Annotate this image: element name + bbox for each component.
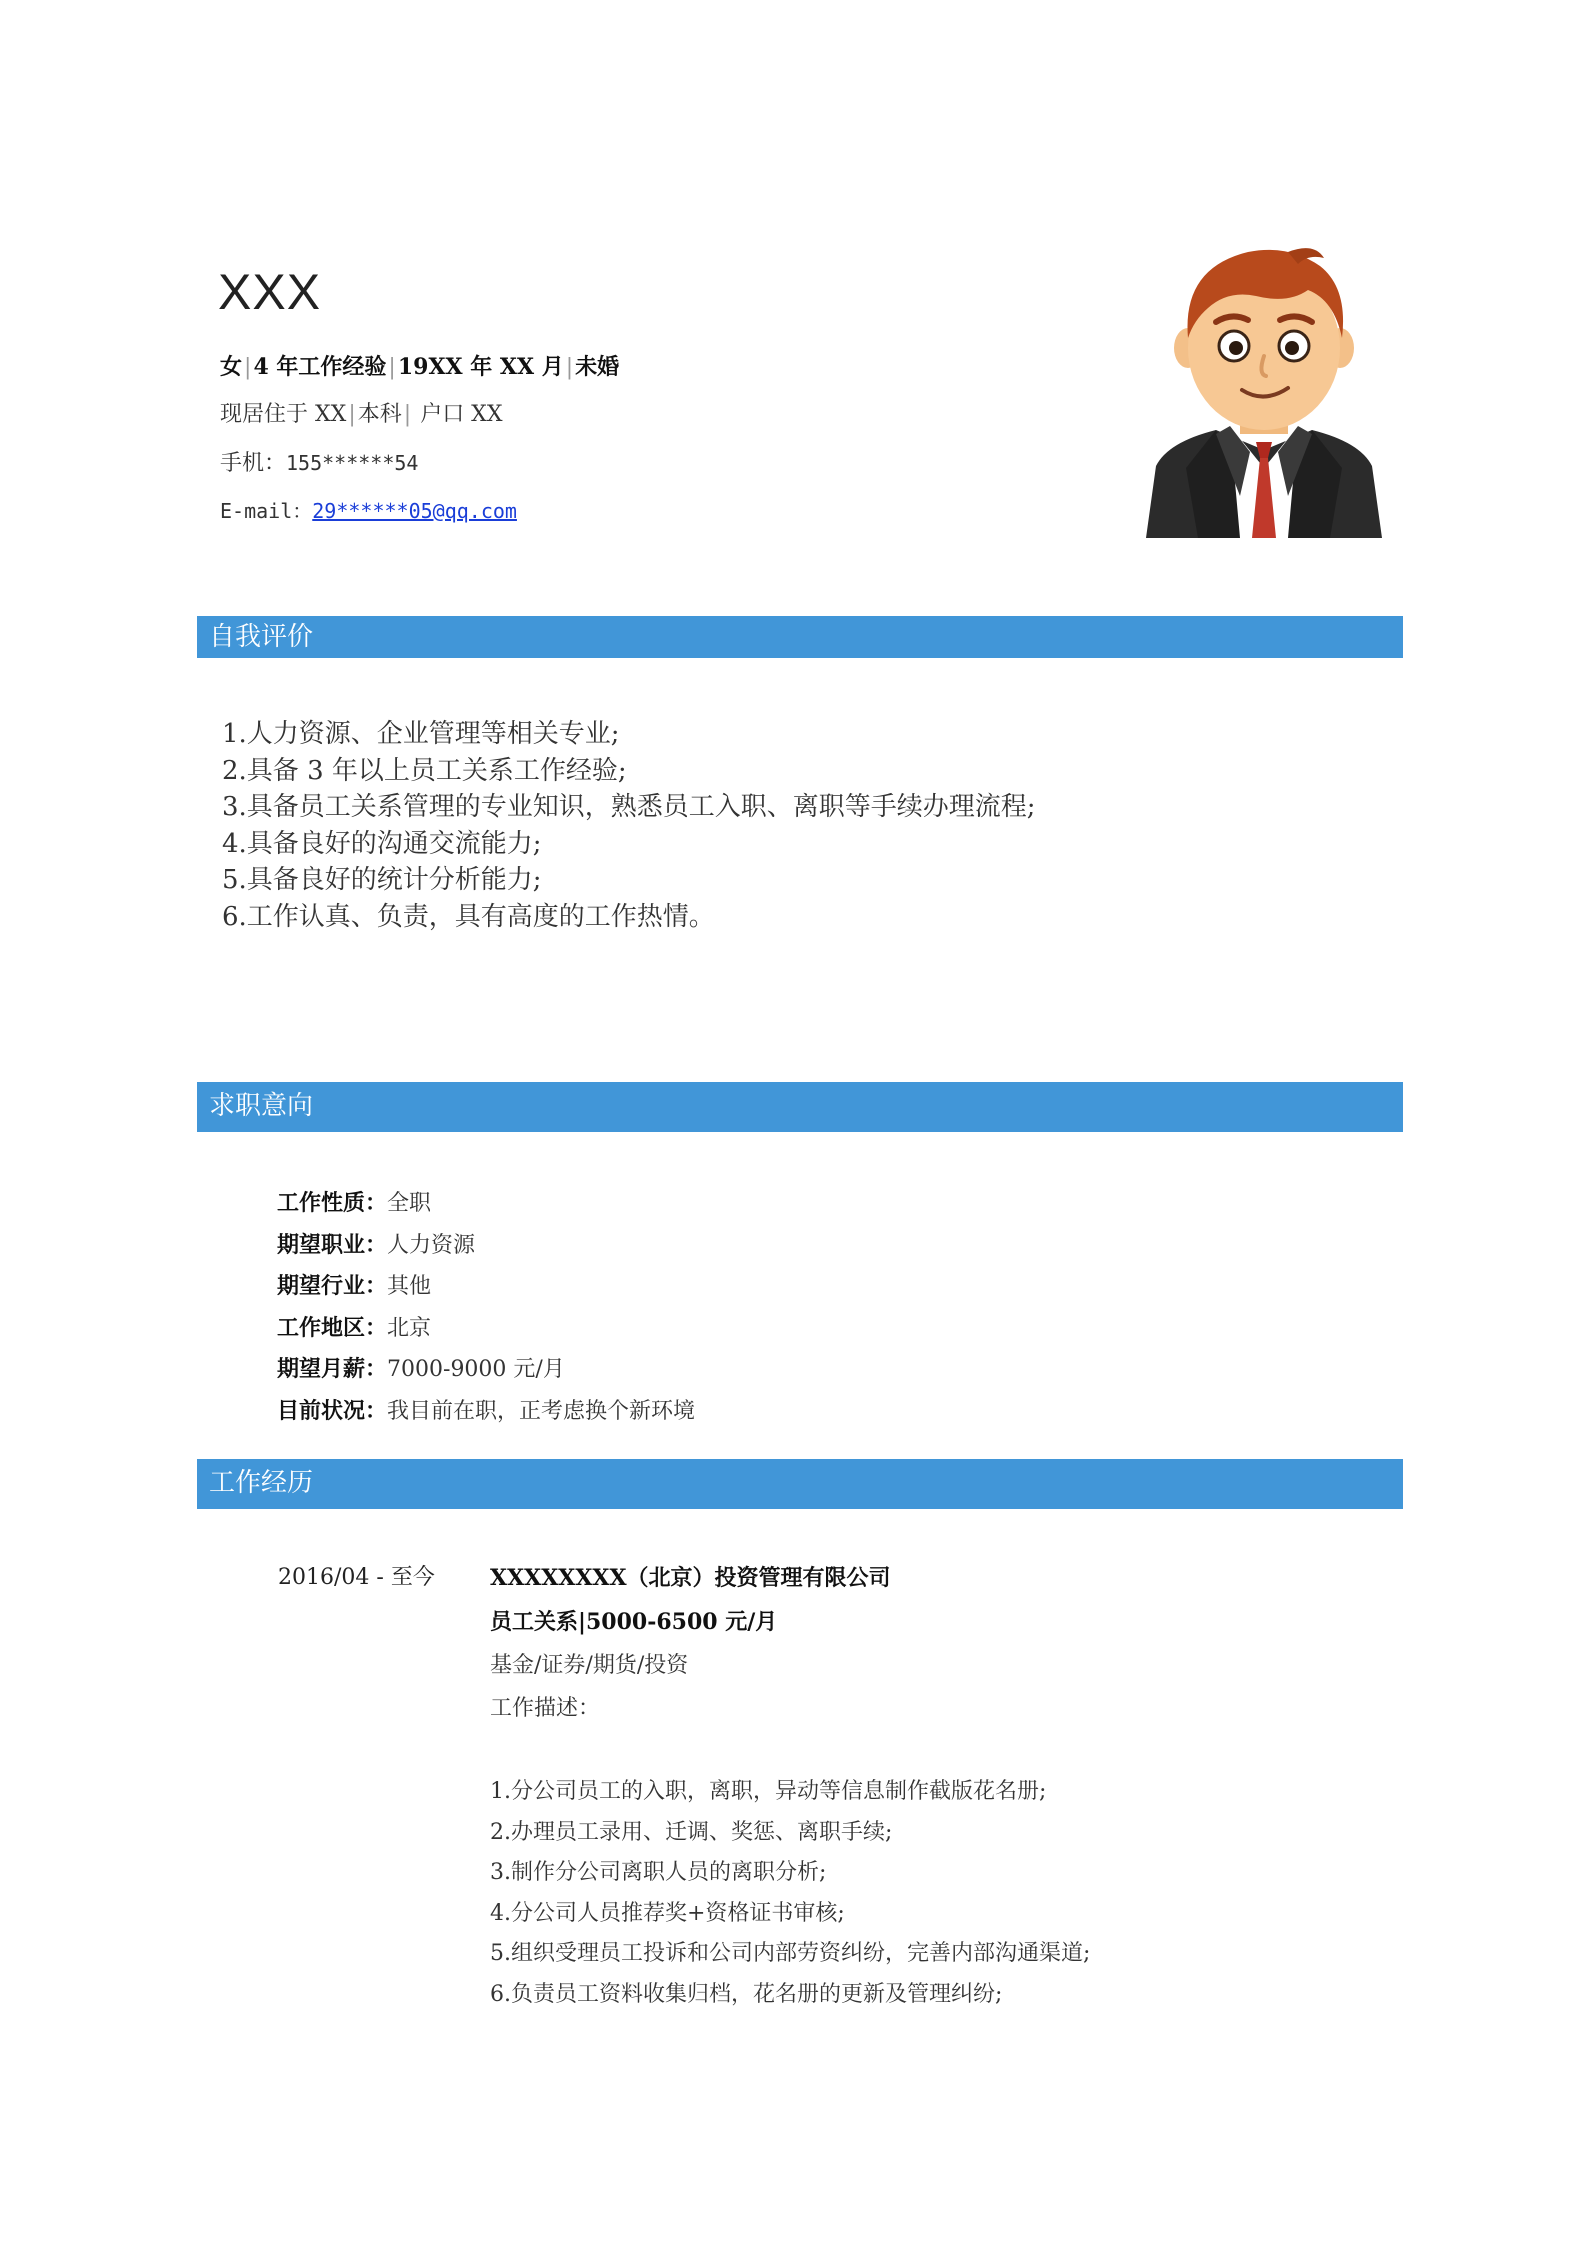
intent-key: 期望职业： <box>277 1231 388 1258</box>
intent-value: 全职 <box>387 1191 432 1216</box>
job-entry <box>490 1563 1090 2015</box>
job-description-title: 工作描述： <box>490 1696 601 1721</box>
intent-key: 期望月薪： <box>277 1356 388 1382</box>
intent-key: 目前状况： <box>277 1397 388 1424</box>
company-name: XXXXXXXX（北京）投资管理有限公司 <box>490 1565 891 1591</box>
residence-line: 现居住于 XX|本科| 户口 XX <box>220 402 503 427</box>
intent-row <box>277 1349 695 1391</box>
email-line <box>220 496 517 527</box>
intent-row <box>277 1308 695 1350</box>
residence: 现居住于 XX <box>220 402 347 427</box>
phone-label: 手机： <box>220 451 287 476</box>
intent-row <box>277 1266 695 1308</box>
resume-name: XXX <box>218 264 322 320</box>
intent-key: 工作地区： <box>277 1314 388 1341</box>
section-bar-work <box>197 1459 1403 1509</box>
hukou: 户口 XX <box>420 402 503 427</box>
intent-key: 工作性质： <box>277 1190 388 1216</box>
section-title-intent: 求职意向 <box>209 1091 314 1121</box>
intent-row <box>277 1391 695 1433</box>
intent-row <box>277 1183 695 1225</box>
intent-value: 北京 <box>387 1315 432 1341</box>
phone-number: 155******54 <box>286 451 419 475</box>
list-item: 5.组织受理员工投诉和公司内部劳资纠纷，完善内部沟通渠道; <box>490 1941 1091 1966</box>
section-bar-intent <box>197 1082 1403 1132</box>
list-item: 1.人力资源、企业管理等相关专业; <box>222 719 620 749</box>
intent-value: 其他 <box>387 1274 432 1299</box>
list-item: 6.负责员工资料收集归档，花名册的更新及管理纠纷; <box>490 1981 1003 2007</box>
intent-value: 7000-9000 元/月 <box>387 1357 565 1382</box>
intent-value: 人力资源 <box>387 1232 476 1258</box>
job-intent-list <box>277 1183 695 1432</box>
marital-status: 未婚 <box>575 354 620 380</box>
email-label: E-mail： <box>220 499 313 523</box>
section-bar-self-eval <box>197 616 1403 658</box>
list-item: 4.具备良好的沟通交流能力; <box>222 828 542 859</box>
self-eval-list <box>222 716 1036 935</box>
list-item: 3.具备员工关系管理的专业知识，熟悉员工入职、离职等手续办理流程; <box>222 792 1036 822</box>
list-item: 5.具备良好的统计分析能力; <box>222 865 542 895</box>
job-position: 员工关系|5000-6500 元/月 <box>490 1609 778 1635</box>
intent-value: 我目前在职，正考虑换个新环境 <box>387 1398 696 1424</box>
list-item: 2.办理员工录用、迁调、奖惩、离职手续; <box>490 1819 893 1845</box>
section-title-self-eval: 自我评价 <box>209 622 314 652</box>
experience: 4 年工作经验 <box>253 354 387 380</box>
basic-info-line: 女|4 年工作经验|19XX 年 XX 月|未婚 <box>220 354 620 380</box>
section-title-work: 工作经历 <box>209 1468 314 1498</box>
job-description-list <box>490 1772 1090 2015</box>
list-item: 6.工作认真、负责，具有高度的工作热情。 <box>222 901 715 932</box>
job-industry: 基金/证券/期货/投资 <box>490 1653 689 1678</box>
phone-line <box>220 448 418 479</box>
list-item: 2.具备 3 年以上员工关系工作经验; <box>222 755 627 786</box>
job-date: 2016/04 - 至今 <box>278 1565 435 1590</box>
education: 本科 <box>357 402 402 427</box>
list-item: 4.分公司人员推荐奖+资格证书审核; <box>490 1900 845 1926</box>
intent-key: 期望行业： <box>277 1273 388 1299</box>
list-item: 3.制作分公司离职人员的离职分析; <box>490 1860 827 1885</box>
intent-row <box>277 1225 695 1267</box>
list-item: 1.分公司员工的入职，离职，异动等信息制作截版花名册; <box>490 1779 1047 1804</box>
email-link[interactable]: 29******05@qq.com <box>312 499 517 523</box>
gender: 女 <box>220 354 243 380</box>
cartoon-man-avatar-icon <box>1138 238 1390 538</box>
birth-date: 19XX 年 XX 月 <box>397 354 564 380</box>
